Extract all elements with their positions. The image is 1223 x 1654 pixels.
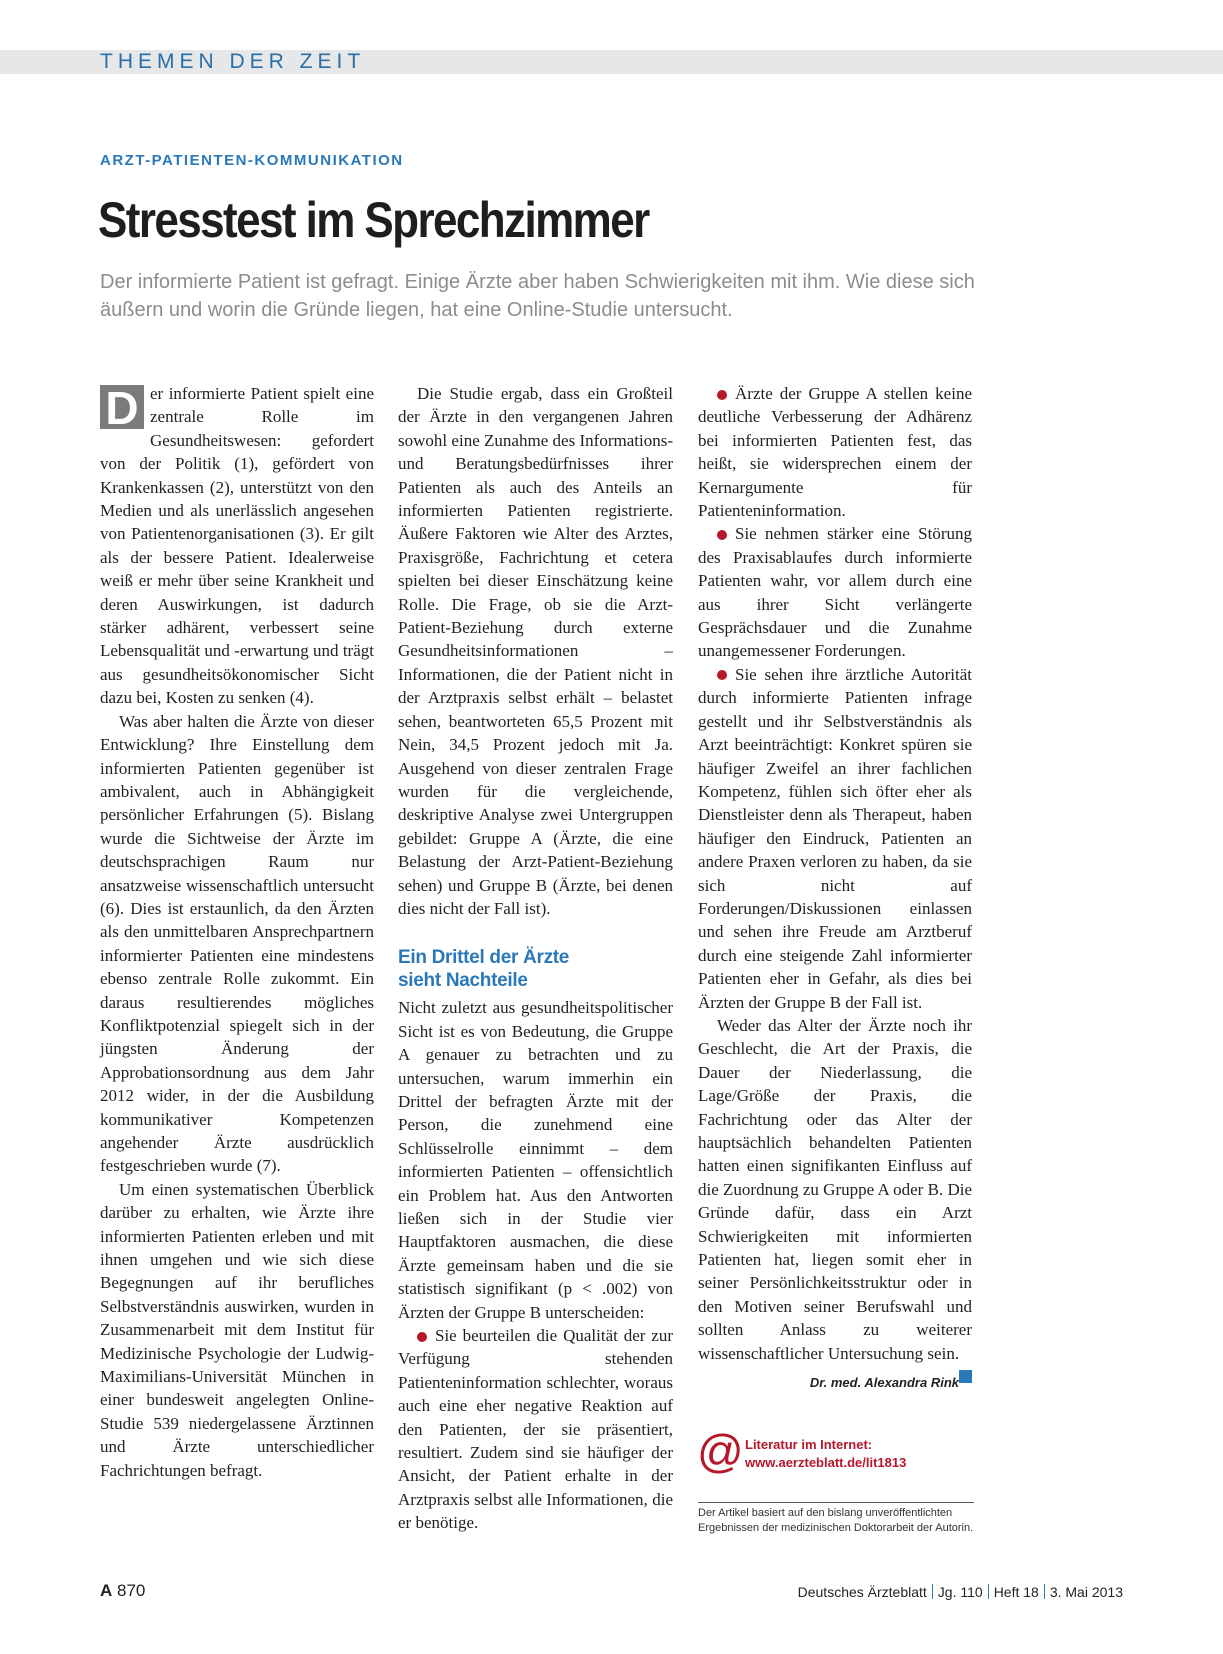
drop-cap: D [100,385,144,429]
at-sign-icon: @ [697,1425,744,1477]
literature-link[interactable]: www.aerzteblatt.de/lit1813 [745,1455,907,1470]
note-divider [698,1502,974,1503]
page-number [100,1581,145,1601]
issue-date: 3. Mai 2013 [1049,1584,1123,1600]
bullet-item: Sie sehen ihre ärztliche Autorität durch informierte Patienten infrage gestellt und ihr Selbstverständnis als Arzt beeinträchtigt: Konkret spüren sie häufiger Zweifel an ihrer fachlichen Kompetenz, fühlen sich öfter eher als Dienstleister denn als Therapeut, haben häufiger den Eindruck, Patienten an andere Praxen verloren zu haben, da sie sich nicht auf Forderungen/Diskussionen einlassen und sehen ihre Freude am Arztberuf durch eine steigende Zahl informierter Patienten eher in Gefahr, als dies bei Ärzten der Gruppe B der Fall ist. [698,664,972,1012]
issue: Heft 18 [993,1584,1039,1600]
separator [988,1584,989,1599]
volume: Jg. 110 [937,1584,983,1600]
bullet-dot-icon [417,1332,427,1342]
paragraph: Nicht zuletzt aus gesundheitspolitischer Sicht ist es von Bedeutung, die Gruppe A genauer zu betrachten und zu untersuchen, warum immerhin ein Drittel der befragten Ärzte mit der Person, die zunehmend eine Schlüsselrolle einnimmt – dem informierten Patienten – offensichtlich ein Problem hat. Aus den Antworten ließen sich in der Studie vier Hauptfaktoren ausmachen, die diese Ärzte gemeinsam haben und die sie statistisch signifikant (p < .002) von Ärzten der Gruppe B unterscheiden: [398,998,673,1322]
paragraph: Was aber halten die Ärzte von dieser Entwicklung? Ihre Einstellung dem informierten Patienten gegenüber ist ambivalent, auch in Abhängigkeit persönlicher Erfahrungen (5). Bislang wurde die Sichtweise der Ärzte im deutschsprachigen Raum nur ansatzweise wissenschaftlich untersucht (6). Dies ist erstaunlich, da den Ärzten als den unmittelbaren Ansprechpartnern informierter Patienten eine mindestens ebenso zentrale Rolle zukommt. Ein daraus resultierendes mögliches Konfliktpotenzial spiegelt sich in der jüngsten Änderung der Approbationsordnung aus dem Jahr 2012 wider, in der die Ausbildung kommunikativer Kompetenzen angehender Ärzte ausdrücklich festgeschrieben wurde (7). [100,711,374,1176]
article-lead: Der informierte Patient ist gefragt. Einige Ärzte aber haben Schwierigkeiten mit ihm. Wie diese sich äußern und worin die Gründe liegen, hat eine Online-Studie untersucht. [100,271,975,321]
separator [1044,1584,1045,1599]
bullet-dot-icon [717,530,727,540]
subheading: Ein Drittel der Ärzte sieht Nachteile [398,947,570,992]
page-prefix: A [100,1581,113,1600]
bullet-dot-icon [717,670,727,680]
literature-box [697,1425,977,1482]
page-number-value: 870 [117,1581,146,1600]
literature-label: Literatur im Internet: [745,1437,873,1452]
paragraph: Um einen systematischen Überblick darüber zu erhalten, wie Ärzte ihre informierten Patienten erleben und mit ihnen umgehen und wie sich diese Begegnungen auf ihr berufliches Selbstverständnis auswirken, wurden in Zusammenarbeit mit dem Institut für Medizinische Psychologie der Ludwig-Maximilians-Universität München in einer bundesweit angelegten Online-Studie 539 niedergelassene Ärztinnen und Ärzte unterschiedlicher Fachrichtungen befragt. [100,1179,374,1480]
publication-info [798,1584,1123,1600]
column-1 [100,382,374,1482]
author-byline: Dr. med. Alexandra Rink [809,1375,959,1391]
bullet-item: Ärzte der Gruppe A stellen keine deutliche Verbesserung der Adhärenz bei informierten Patienten fest, das heißt, sie widersprechen einem der Kernargumente für Patienteninformation. [698,384,972,521]
author-note: Der Artikel basiert auf den bislang unveröffentlichten Ergebnissen der medizinischen Doktorarbeit der Autorin. [698,1507,974,1534]
end-mark-icon [959,1370,972,1383]
section-title: THEMEN DER ZEIT [100,50,366,73]
column-3 [698,382,972,1394]
literature-text [745,1436,906,1472]
bullet-item: Sie beurteilen die Qualität der zur Verfügung stehenden Patienteninformation schlechter, woraus auch eine eher negative Reaktion auf den Patienten, der sie präsentiert, resultiert. Zudem sind sie häufiger der Ansicht, der Patient erhalte in der Arztpraxis selbst alle Informationen, die er benötige. [398,1326,673,1533]
article-kicker: ARZT-PATIENTEN-KOMMUNIKATION [100,152,404,169]
paragraph: Weder das Alter der Ärzte noch ihr Geschlecht, die Art der Praxis, die Dauer der Niederlassung, die Lage/Größe der Praxis, die Fachrichtung oder das Alter der hauptsächlich behandelten Patienten hatten einen signifikanten Einfluss auf die Zuordnung zu Gruppe A oder B. Die Gründe dafür, dass ein Arzt Schwierigkeiten mit informierten Patienten hat, liegen somit eher in seiner Persönlichkeitsstruktur oder in den Motiven seiner Berufswahl und sollten Anlass zu weiterer wissenschaftlicher Untersuchung sein. [698,1014,972,1365]
bullet-item: Sie nehmen stärker eine Störung des Praxisablaufes durch informierte Patienten wahr, vor allem durch eine aus ihrer Sicht verlängerte Gesprächsdauer und die Zunahme unangemessener Forderungen. [698,524,972,661]
paragraph: D er informierte Patient spielt eine zentrale Rolle im Gesundheitswesen: gefordert von der Politik (1), gefördert von Krankenkassen (2), unterstützt von den Medien und als unerlässlich angesehen von Patientenorganisationen (3). Er gilt als der bessere Patient. Idealerweise weiß er mehr über seine Krankheit und deren Auswirkungen, ist dadurch stärker adhärent, verbessert seine Lebensqualität und -erwartung und trägt aus gesundheitsökonomischer Sicht dazu bei, Kosten zu senken (4). [100,382,374,708]
bullet-dot-icon [717,390,727,400]
article-title: Stresstest im Sprechzimmer [98,192,649,248]
separator [932,1584,933,1599]
column-2 [398,382,673,1535]
journal-name: Deutsches Ärzteblatt [797,1584,927,1600]
paragraph: Die Studie ergab, dass ein Großteil der Ärzte in den vergangenen Jahren sowohl eine Zunahme des Informations- und Beratungsbedürfnisses ihrer Patienten als auch des Anteils an informierten Patienten registrierte. Äußere Faktoren wie Alter des Arztes, Praxisgröße, Fachrichtung et cetera spielten bei dieser Einschätzung keine Rolle. Die Frage, ob sie die Arzt-Patient-Beziehung durch externe Gesundheitsinformationen – Informationen, die der Patient nicht in der Arztpraxis selbst erhält – belastet sehen, beantworteten 65,5 Prozent mit Nein, 34,5 Prozent jedoch mit Ja. Ausgehend von dieser zentralen Frage wurden für die vergleichende, deskriptive Analyse zwei Untergruppen gebildet: Gruppe A (Ärzte, die eine Belastung der Arzt-Patient-Beziehung sehen) und Gruppe B (Ärzte, bei denen dies nicht der Fall ist). [398,384,673,918]
